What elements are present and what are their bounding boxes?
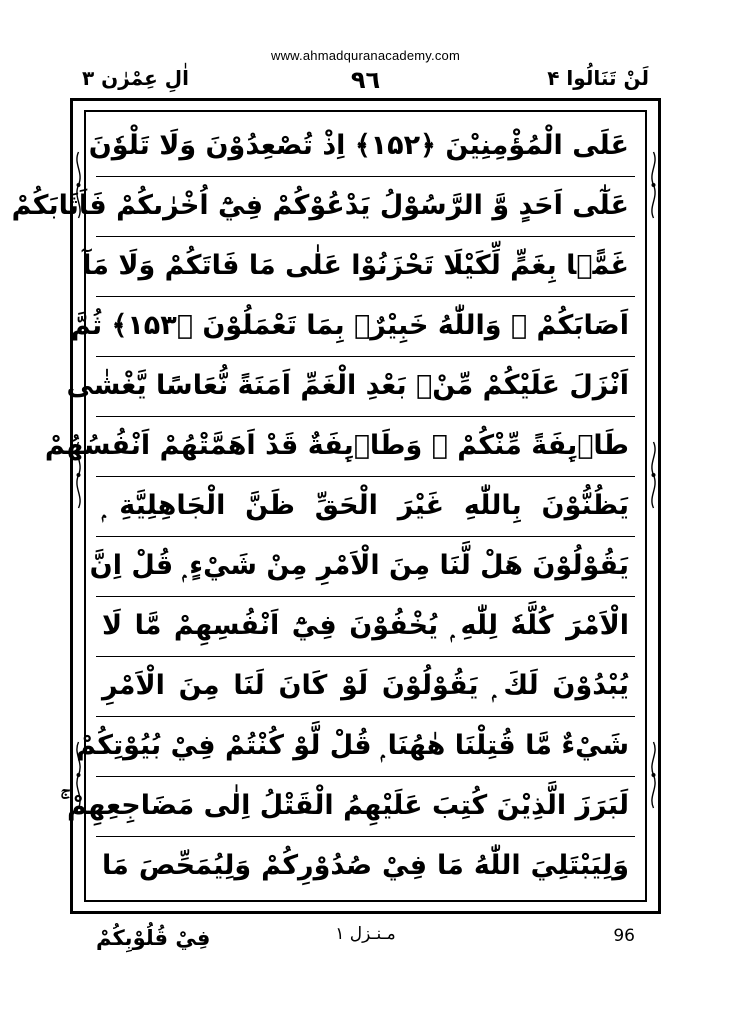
quran-text-block [11, 116, 635, 896]
verse-line: عَلَى الْمُؤْمِنِيْنَ ﴿۱۵۲﴾ اِذْ تُصْعِدُوْنَ وَلَا تَلْوٗنَ [88, 130, 629, 161]
verse-line: طَاۗىِٕفَةً مِّنْكُمْ ۙ وَطَاۗىِٕفَةٌ قَدْ اَھَمَّتْھُمْ اَنْفُسُھُمْ [44, 430, 629, 461]
ornament-right-bottom [647, 740, 660, 810]
verse-line: اَنْزَلَ عَلَيْكُمْ مِّنْۢ بَعْدِ الْغَمِّ اَمَنَةً نُّعَاسًا يَّغْشٰى [66, 370, 629, 401]
ornament-right-mid [647, 440, 660, 510]
verse-line: غَمًّۢا بِغَمٍّ لِّكَيْلَا تَحْزَنُوْا عَلٰى مَا فَاتَكُمْ وَلَا مَآ [82, 250, 629, 281]
header-juz: لَنْ تَنَالُوا ۴ [547, 66, 649, 90]
header-page-number: ٩٦ [350, 66, 381, 94]
verse-line: اَصَابَكُمْ ۭ وَاللّٰهُ خَبِيْرٌۢ بِمَا تَعْمَلُوْنَ ﴿۱۵۳﴾ ثُمَّ [70, 310, 629, 341]
footer-manzil: مـنـزل ۱ [335, 924, 396, 944]
verse-line: شَيْءٌ مَّا قُتِلْنَا ھٰهُنَا ۭ قُلْ لَّوْ كُنْتُمْ فِيْ بُيُوْتِكُمْ [76, 730, 629, 761]
verse-line: يَقُوْلُوْنَ ھَلْ لَّنَا مِنَ الْاَمْرِ مِنْ شَيْءٍ ۭ قُلْ اِنَّ [89, 550, 629, 581]
website-url: www.ahmadquranacademy.com [270, 48, 460, 63]
footer-page-number: 96 [613, 926, 635, 946]
verse-line: يُبْدُوْنَ لَكَ ۭ يَقُوْلُوْنَ لَوْ كَانَ لَنَا مِنَ الْاَمْرِ [102, 670, 629, 701]
header-surah: اٰلِ عِمْرٰن ۳ [82, 66, 189, 90]
verse-line: الْاَمْرَ كُلَّهٗ لِلّٰهِ ۭ يُخْفُوْنَ فِيْٓ اَنْفُسِهِمْ مَّا لَا [102, 610, 629, 641]
ornament-right-top [647, 150, 660, 220]
verse-line: لَبَرَزَ الَّذِيْنَ كُتِبَ عَلَيْهِمُ الْقَتْلُ اِلٰى مَضَاجِعِهِمْ ۚ [60, 790, 629, 821]
verse-line: يَظُنُّوْنَ بِاللّٰهِ غَيْرَ الْحَقِّ ظَنَّ الْجَاهِلِيَّةِ ۭ [102, 490, 629, 521]
verse-line: وَلِيَبْتَلِيَ اللّٰهُ مَا فِيْ صُدُوْرِكُمْ وَلِيُمَحِّصَ مَا [102, 850, 629, 881]
footer-catchword: فِيْ قُلُوْبِكُمْ [96, 926, 211, 950]
verse-line: عَلٰٓى اَحَدٍ وَّ الرَّسُوْلُ يَدْعُوْكُمْ فِيْٓ اُخْرٰىكُمْ فَاَثَابَكُمْ [11, 190, 629, 221]
